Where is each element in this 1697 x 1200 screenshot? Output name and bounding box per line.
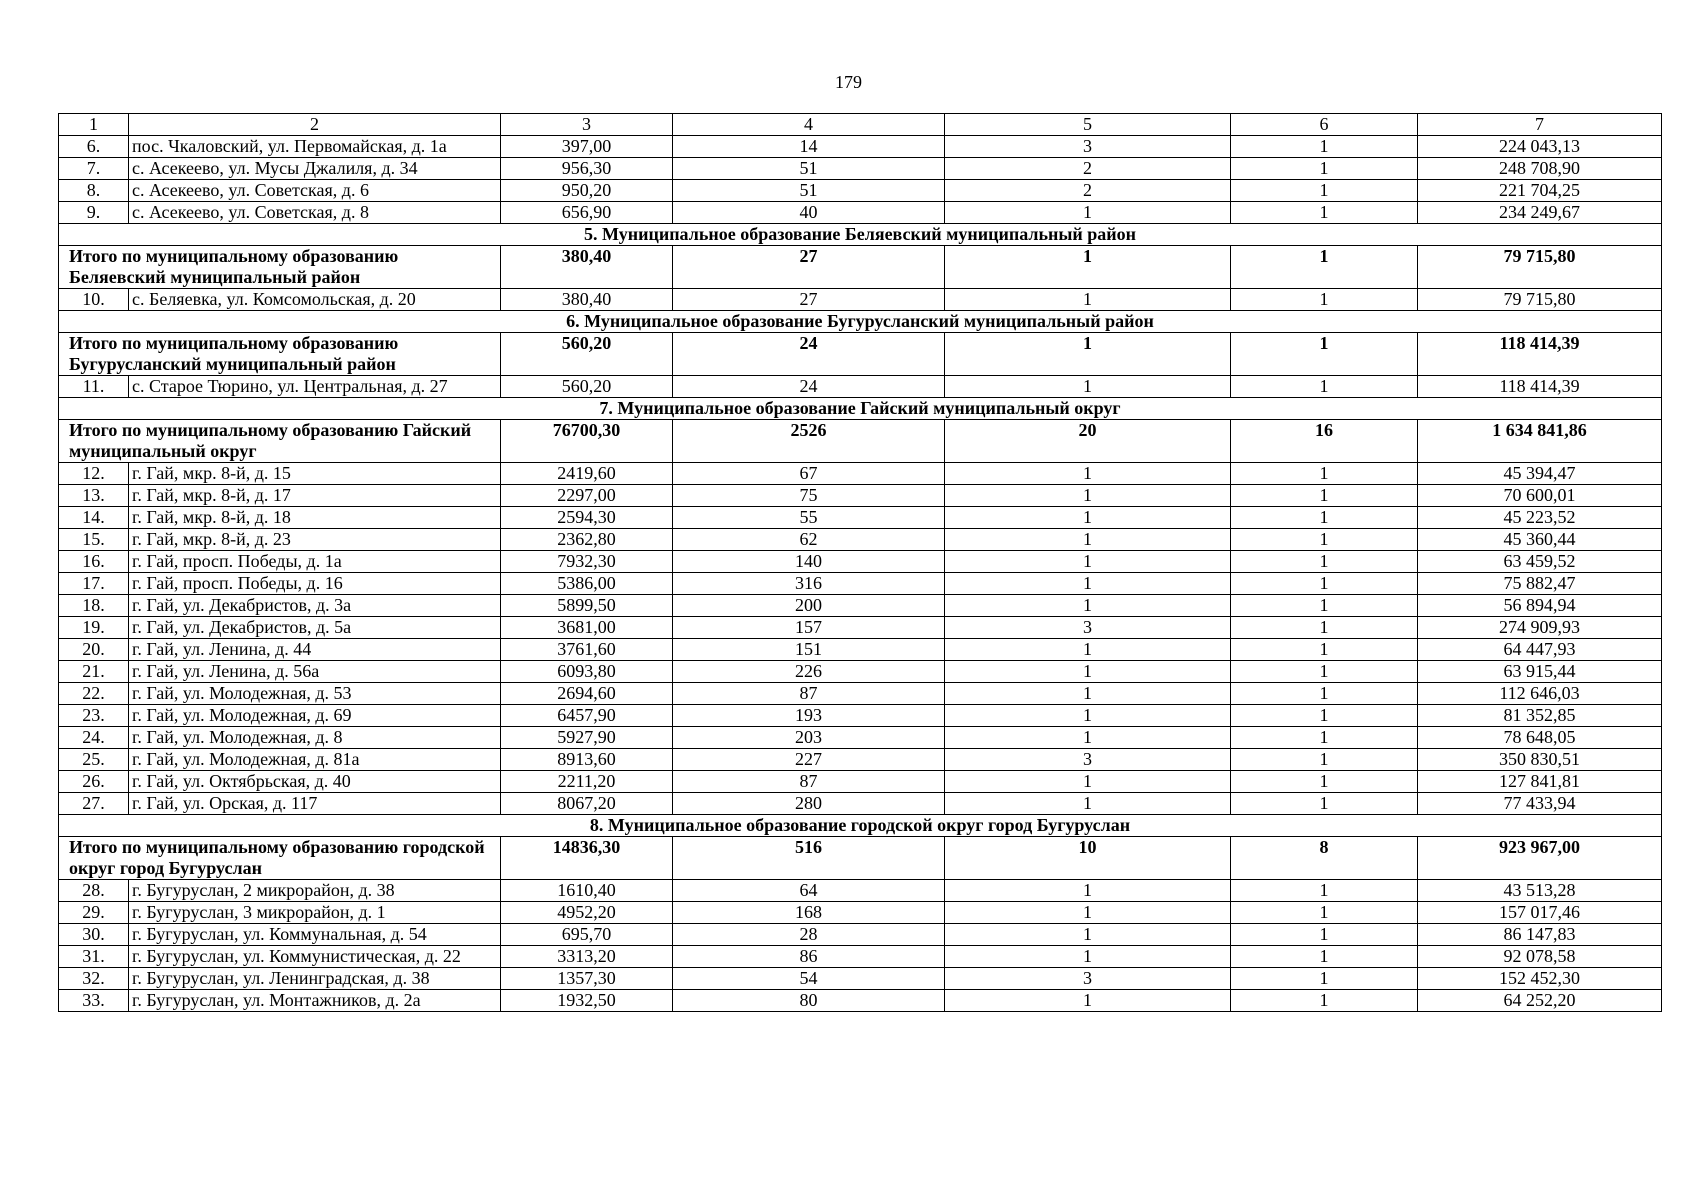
row-address: г. Бугуруслан, ул. Коммунистическая, д. 22 bbox=[129, 946, 501, 968]
section-heading-row bbox=[59, 311, 1662, 333]
row-address: г. Гай, ул. Ленина, д. 44 bbox=[129, 639, 501, 661]
row-area: 1932,50 bbox=[501, 990, 673, 1012]
row-number: 6. bbox=[59, 136, 129, 158]
row-address: г. Бугуруслан, 2 микрорайон, д. 38 bbox=[129, 880, 501, 902]
subtotal-row bbox=[59, 246, 1662, 289]
total-amount: 118 414,39 bbox=[1418, 333, 1662, 376]
row-amount: 63 915,44 bbox=[1418, 661, 1662, 683]
row-area: 8067,20 bbox=[501, 793, 673, 815]
row-number: 8. bbox=[59, 180, 129, 202]
row-area: 6093,80 bbox=[501, 661, 673, 683]
row-count-5: 3 bbox=[945, 968, 1231, 990]
row-area: 5899,50 bbox=[501, 595, 673, 617]
total-area: 76700,30 bbox=[501, 420, 673, 463]
row-address: г. Гай, мкр. 8-й, д. 18 bbox=[129, 507, 501, 529]
row-area: 1610,40 bbox=[501, 880, 673, 902]
column-number-5: 5 bbox=[945, 114, 1231, 136]
row-amount: 118 414,39 bbox=[1418, 376, 1662, 398]
table-body bbox=[59, 114, 1662, 1012]
table-row bbox=[59, 793, 1662, 815]
housing-registry-table bbox=[58, 113, 1662, 1012]
table-row bbox=[59, 289, 1662, 311]
row-number: 7. bbox=[59, 158, 129, 180]
row-area: 695,70 bbox=[501, 924, 673, 946]
row-number: 13. bbox=[59, 485, 129, 507]
total-count-6: 8 bbox=[1231, 837, 1418, 880]
row-number: 25. bbox=[59, 749, 129, 771]
table-row bbox=[59, 661, 1662, 683]
row-amount: 350 830,51 bbox=[1418, 749, 1662, 771]
total-count-5: 1 bbox=[945, 333, 1231, 376]
row-count-5: 1 bbox=[945, 880, 1231, 902]
total-count-5: 20 bbox=[945, 420, 1231, 463]
row-area: 2419,60 bbox=[501, 463, 673, 485]
row-address: г. Гай, ул. Орская, д. 117 bbox=[129, 793, 501, 815]
row-number: 22. bbox=[59, 683, 129, 705]
total-amount: 79 715,80 bbox=[1418, 246, 1662, 289]
row-address: г. Бугуруслан, 3 микрорайон, д. 1 bbox=[129, 902, 501, 924]
row-number: 32. bbox=[59, 968, 129, 990]
row-address: г. Гай, ул. Молодежная, д. 8 bbox=[129, 727, 501, 749]
row-address: с. Беляевка, ул. Комсомольская, д. 20 bbox=[129, 289, 501, 311]
row-count-6: 1 bbox=[1231, 924, 1418, 946]
row-area: 8913,60 bbox=[501, 749, 673, 771]
section-title: 6. Муниципальное образование Бугурусланский муниципальный район bbox=[59, 311, 1662, 333]
row-count-5: 3 bbox=[945, 136, 1231, 158]
row-count-5: 3 bbox=[945, 617, 1231, 639]
row-number: 24. bbox=[59, 727, 129, 749]
subtotal-label: Итого по муниципальному образованию Беляевский муниципальный район bbox=[59, 246, 501, 289]
row-amount: 63 459,52 bbox=[1418, 551, 1662, 573]
row-residents: 193 bbox=[673, 705, 945, 727]
row-address: г. Гай, просп. Победы, д. 16 bbox=[129, 573, 501, 595]
row-area: 397,00 bbox=[501, 136, 673, 158]
row-amount: 64 447,93 bbox=[1418, 639, 1662, 661]
table-row bbox=[59, 727, 1662, 749]
row-count-6: 1 bbox=[1231, 771, 1418, 793]
row-count-6: 1 bbox=[1231, 683, 1418, 705]
table-row bbox=[59, 573, 1662, 595]
total-amount: 923 967,00 bbox=[1418, 837, 1662, 880]
total-residents: 516 bbox=[673, 837, 945, 880]
row-amount: 43 513,28 bbox=[1418, 880, 1662, 902]
total-count-5: 10 bbox=[945, 837, 1231, 880]
table-row bbox=[59, 376, 1662, 398]
row-number: 26. bbox=[59, 771, 129, 793]
row-residents: 67 bbox=[673, 463, 945, 485]
row-area: 380,40 bbox=[501, 289, 673, 311]
row-area: 956,30 bbox=[501, 158, 673, 180]
row-amount: 81 352,85 bbox=[1418, 705, 1662, 727]
row-number: 18. bbox=[59, 595, 129, 617]
row-count-6: 1 bbox=[1231, 595, 1418, 617]
row-residents: 140 bbox=[673, 551, 945, 573]
row-residents: 226 bbox=[673, 661, 945, 683]
row-residents: 87 bbox=[673, 771, 945, 793]
table-row bbox=[59, 924, 1662, 946]
row-address: с. Старое Тюрино, ул. Центральная, д. 27 bbox=[129, 376, 501, 398]
table-row bbox=[59, 202, 1662, 224]
row-number: 27. bbox=[59, 793, 129, 815]
page-number: 179 bbox=[835, 72, 862, 92]
row-count-5: 1 bbox=[945, 990, 1231, 1012]
table-row bbox=[59, 507, 1662, 529]
row-number: 17. bbox=[59, 573, 129, 595]
row-count-5: 1 bbox=[945, 639, 1231, 661]
row-area: 2694,60 bbox=[501, 683, 673, 705]
row-count-6: 1 bbox=[1231, 749, 1418, 771]
row-count-5: 1 bbox=[945, 683, 1231, 705]
row-count-6: 1 bbox=[1231, 376, 1418, 398]
row-address: г. Гай, ул. Декабристов, д. 5а bbox=[129, 617, 501, 639]
row-area: 3681,00 bbox=[501, 617, 673, 639]
column-number-header-row bbox=[59, 114, 1662, 136]
total-area: 560,20 bbox=[501, 333, 673, 376]
row-number: 20. bbox=[59, 639, 129, 661]
row-address: г. Гай, мкр. 8-й, д. 23 bbox=[129, 529, 501, 551]
subtotal-label: Итого по муниципальному образованию Гайский муниципальный округ bbox=[59, 420, 501, 463]
row-number: 30. bbox=[59, 924, 129, 946]
column-number-4: 4 bbox=[673, 114, 945, 136]
row-count-5: 1 bbox=[945, 289, 1231, 311]
row-amount: 86 147,83 bbox=[1418, 924, 1662, 946]
row-area: 2211,20 bbox=[501, 771, 673, 793]
section-heading-row bbox=[59, 224, 1662, 246]
row-amount: 157 017,46 bbox=[1418, 902, 1662, 924]
row-count-6: 1 bbox=[1231, 158, 1418, 180]
row-area: 7932,30 bbox=[501, 551, 673, 573]
row-count-5: 1 bbox=[945, 771, 1231, 793]
row-area: 656,90 bbox=[501, 202, 673, 224]
section-heading-row bbox=[59, 398, 1662, 420]
row-amount: 224 043,13 bbox=[1418, 136, 1662, 158]
table-row bbox=[59, 180, 1662, 202]
table-row bbox=[59, 880, 1662, 902]
table-row bbox=[59, 617, 1662, 639]
row-number: 28. bbox=[59, 880, 129, 902]
row-count-5: 2 bbox=[945, 158, 1231, 180]
row-address: г. Бугуруслан, ул. Коммунальная, д. 54 bbox=[129, 924, 501, 946]
total-count-6: 1 bbox=[1231, 333, 1418, 376]
subtotal-row bbox=[59, 420, 1662, 463]
row-count-6: 1 bbox=[1231, 289, 1418, 311]
row-count-5: 1 bbox=[945, 595, 1231, 617]
row-count-5: 1 bbox=[945, 705, 1231, 727]
section-title: 7. Муниципальное образование Гайский муниципальный округ bbox=[59, 398, 1662, 420]
table-row bbox=[59, 683, 1662, 705]
row-address: г. Гай, ул. Октябрьская, д. 40 bbox=[129, 771, 501, 793]
column-number-1: 1 bbox=[59, 114, 129, 136]
row-area: 950,20 bbox=[501, 180, 673, 202]
row-count-6: 1 bbox=[1231, 727, 1418, 749]
row-area: 5386,00 bbox=[501, 573, 673, 595]
row-residents: 27 bbox=[673, 289, 945, 311]
row-count-6: 1 bbox=[1231, 880, 1418, 902]
row-count-6: 1 bbox=[1231, 573, 1418, 595]
row-area: 1357,30 bbox=[501, 968, 673, 990]
row-count-6: 1 bbox=[1231, 136, 1418, 158]
row-residents: 87 bbox=[673, 683, 945, 705]
row-count-5: 3 bbox=[945, 749, 1231, 771]
row-amount: 92 078,58 bbox=[1418, 946, 1662, 968]
table-row bbox=[59, 485, 1662, 507]
row-count-5: 1 bbox=[945, 376, 1231, 398]
subtotal-row bbox=[59, 333, 1662, 376]
row-residents: 80 bbox=[673, 990, 945, 1012]
row-amount: 45 360,44 bbox=[1418, 529, 1662, 551]
row-residents: 24 bbox=[673, 376, 945, 398]
section-title: 8. Муниципальное образование городской округ город Бугуруслан bbox=[59, 815, 1662, 837]
section-title: 5. Муниципальное образование Беляевский муниципальный район bbox=[59, 224, 1662, 246]
row-amount: 152 452,30 bbox=[1418, 968, 1662, 990]
row-count-5: 1 bbox=[945, 946, 1231, 968]
table-row bbox=[59, 749, 1662, 771]
row-residents: 200 bbox=[673, 595, 945, 617]
row-area: 2297,00 bbox=[501, 485, 673, 507]
row-number: 11. bbox=[59, 376, 129, 398]
row-amount: 75 882,47 bbox=[1418, 573, 1662, 595]
row-residents: 75 bbox=[673, 485, 945, 507]
row-address: г. Гай, ул. Молодежная, д. 53 bbox=[129, 683, 501, 705]
total-area: 14836,30 bbox=[501, 837, 673, 880]
row-number: 33. bbox=[59, 990, 129, 1012]
row-amount: 70 600,01 bbox=[1418, 485, 1662, 507]
row-count-5: 2 bbox=[945, 180, 1231, 202]
table-row bbox=[59, 902, 1662, 924]
section-heading-row bbox=[59, 815, 1662, 837]
row-address: г. Гай, ул. Молодежная, д. 81а bbox=[129, 749, 501, 771]
row-area: 2594,30 bbox=[501, 507, 673, 529]
row-residents: 28 bbox=[673, 924, 945, 946]
total-residents: 27 bbox=[673, 246, 945, 289]
row-number: 29. bbox=[59, 902, 129, 924]
row-number: 23. bbox=[59, 705, 129, 727]
row-count-6: 1 bbox=[1231, 968, 1418, 990]
row-amount: 112 646,03 bbox=[1418, 683, 1662, 705]
row-number: 9. bbox=[59, 202, 129, 224]
row-address: г. Гай, мкр. 8-й, д. 17 bbox=[129, 485, 501, 507]
row-address: г. Гай, ул. Молодежная, д. 69 bbox=[129, 705, 501, 727]
row-count-6: 1 bbox=[1231, 639, 1418, 661]
table-row bbox=[59, 705, 1662, 727]
row-address: с. Асекеево, ул. Советская, д. 6 bbox=[129, 180, 501, 202]
row-address: г. Бугуруслан, ул. Ленинградская, д. 38 bbox=[129, 968, 501, 990]
row-count-6: 1 bbox=[1231, 793, 1418, 815]
total-residents: 24 bbox=[673, 333, 945, 376]
total-amount: 1 634 841,86 bbox=[1418, 420, 1662, 463]
row-count-6: 1 bbox=[1231, 485, 1418, 507]
row-address: г. Гай, ул. Декабристов, д. 3а bbox=[129, 595, 501, 617]
total-count-6: 1 bbox=[1231, 246, 1418, 289]
table-row bbox=[59, 946, 1662, 968]
row-residents: 168 bbox=[673, 902, 945, 924]
row-residents: 14 bbox=[673, 136, 945, 158]
row-address: пос. Чкаловский, ул. Первомайская, д. 1а bbox=[129, 136, 501, 158]
row-address: г. Гай, просп. Победы, д. 1а bbox=[129, 551, 501, 573]
row-count-5: 1 bbox=[945, 727, 1231, 749]
table-row bbox=[59, 463, 1662, 485]
row-count-6: 1 bbox=[1231, 705, 1418, 727]
row-number: 14. bbox=[59, 507, 129, 529]
row-residents: 51 bbox=[673, 158, 945, 180]
row-count-6: 1 bbox=[1231, 617, 1418, 639]
row-residents: 51 bbox=[673, 180, 945, 202]
row-address: г. Гай, ул. Ленина, д. 56а bbox=[129, 661, 501, 683]
row-area: 560,20 bbox=[501, 376, 673, 398]
total-count-6: 16 bbox=[1231, 420, 1418, 463]
row-address: г. Бугуруслан, ул. Монтажников, д. 2а bbox=[129, 990, 501, 1012]
table-row bbox=[59, 158, 1662, 180]
row-count-5: 1 bbox=[945, 529, 1231, 551]
row-amount: 77 433,94 bbox=[1418, 793, 1662, 815]
row-number: 21. bbox=[59, 661, 129, 683]
row-area: 5927,90 bbox=[501, 727, 673, 749]
row-amount: 56 894,94 bbox=[1418, 595, 1662, 617]
row-count-5: 1 bbox=[945, 793, 1231, 815]
row-residents: 203 bbox=[673, 727, 945, 749]
row-amount: 78 648,05 bbox=[1418, 727, 1662, 749]
row-amount: 127 841,81 bbox=[1418, 771, 1662, 793]
row-residents: 151 bbox=[673, 639, 945, 661]
row-amount: 234 249,67 bbox=[1418, 202, 1662, 224]
row-count-6: 1 bbox=[1231, 946, 1418, 968]
row-count-5: 1 bbox=[945, 924, 1231, 946]
row-residents: 64 bbox=[673, 880, 945, 902]
column-number-2: 2 bbox=[129, 114, 501, 136]
row-address: с. Асекеево, ул. Мусы Джалиля, д. 34 bbox=[129, 158, 501, 180]
row-area: 3761,60 bbox=[501, 639, 673, 661]
row-count-6: 1 bbox=[1231, 661, 1418, 683]
table-row bbox=[59, 529, 1662, 551]
total-count-5: 1 bbox=[945, 246, 1231, 289]
row-residents: 280 bbox=[673, 793, 945, 815]
table-row bbox=[59, 771, 1662, 793]
row-area: 3313,20 bbox=[501, 946, 673, 968]
row-area: 2362,80 bbox=[501, 529, 673, 551]
row-number: 10. bbox=[59, 289, 129, 311]
table-row bbox=[59, 990, 1662, 1012]
row-residents: 62 bbox=[673, 529, 945, 551]
row-count-6: 1 bbox=[1231, 990, 1418, 1012]
row-number: 19. bbox=[59, 617, 129, 639]
row-area: 6457,90 bbox=[501, 705, 673, 727]
row-amount: 274 909,93 bbox=[1418, 617, 1662, 639]
row-number: 15. bbox=[59, 529, 129, 551]
column-number-3: 3 bbox=[501, 114, 673, 136]
row-count-6: 1 bbox=[1231, 551, 1418, 573]
row-count-6: 1 bbox=[1231, 507, 1418, 529]
row-residents: 55 bbox=[673, 507, 945, 529]
row-amount: 79 715,80 bbox=[1418, 289, 1662, 311]
row-residents: 54 bbox=[673, 968, 945, 990]
row-address: г. Гай, мкр. 8-й, д. 15 bbox=[129, 463, 501, 485]
row-count-6: 1 bbox=[1231, 902, 1418, 924]
row-address: с. Асекеево, ул. Советская, д. 8 bbox=[129, 202, 501, 224]
table-row bbox=[59, 968, 1662, 990]
row-residents: 86 bbox=[673, 946, 945, 968]
subtotal-row bbox=[59, 837, 1662, 880]
row-residents: 316 bbox=[673, 573, 945, 595]
row-residents: 40 bbox=[673, 202, 945, 224]
row-residents: 157 bbox=[673, 617, 945, 639]
table-row bbox=[59, 595, 1662, 617]
row-number: 16. bbox=[59, 551, 129, 573]
row-count-5: 1 bbox=[945, 202, 1231, 224]
column-number-6: 6 bbox=[1231, 114, 1418, 136]
row-count-5: 1 bbox=[945, 463, 1231, 485]
row-area: 4952,20 bbox=[501, 902, 673, 924]
table-row bbox=[59, 639, 1662, 661]
row-amount: 64 252,20 bbox=[1418, 990, 1662, 1012]
row-residents: 227 bbox=[673, 749, 945, 771]
row-amount: 45 394,47 bbox=[1418, 463, 1662, 485]
row-count-6: 1 bbox=[1231, 463, 1418, 485]
total-area: 380,40 bbox=[501, 246, 673, 289]
row-count-5: 1 bbox=[945, 551, 1231, 573]
subtotal-label: Итого по муниципальному образованию городской округ город Бугуруслан bbox=[59, 837, 501, 880]
table-row bbox=[59, 136, 1662, 158]
row-count-5: 1 bbox=[945, 902, 1231, 924]
row-count-6: 1 bbox=[1231, 529, 1418, 551]
row-count-6: 1 bbox=[1231, 180, 1418, 202]
row-count-5: 1 bbox=[945, 485, 1231, 507]
column-number-7: 7 bbox=[1418, 114, 1662, 136]
row-count-5: 1 bbox=[945, 507, 1231, 529]
subtotal-label: Итого по муниципальному образованию Бугурусланский муниципальный район bbox=[59, 333, 501, 376]
row-count-5: 1 bbox=[945, 573, 1231, 595]
row-count-5: 1 bbox=[945, 661, 1231, 683]
row-number: 31. bbox=[59, 946, 129, 968]
row-count-6: 1 bbox=[1231, 202, 1418, 224]
table-row bbox=[59, 551, 1662, 573]
total-residents: 2526 bbox=[673, 420, 945, 463]
row-amount: 45 223,52 bbox=[1418, 507, 1662, 529]
row-amount: 248 708,90 bbox=[1418, 158, 1662, 180]
row-amount: 221 704,25 bbox=[1418, 180, 1662, 202]
row-number: 12. bbox=[59, 463, 129, 485]
